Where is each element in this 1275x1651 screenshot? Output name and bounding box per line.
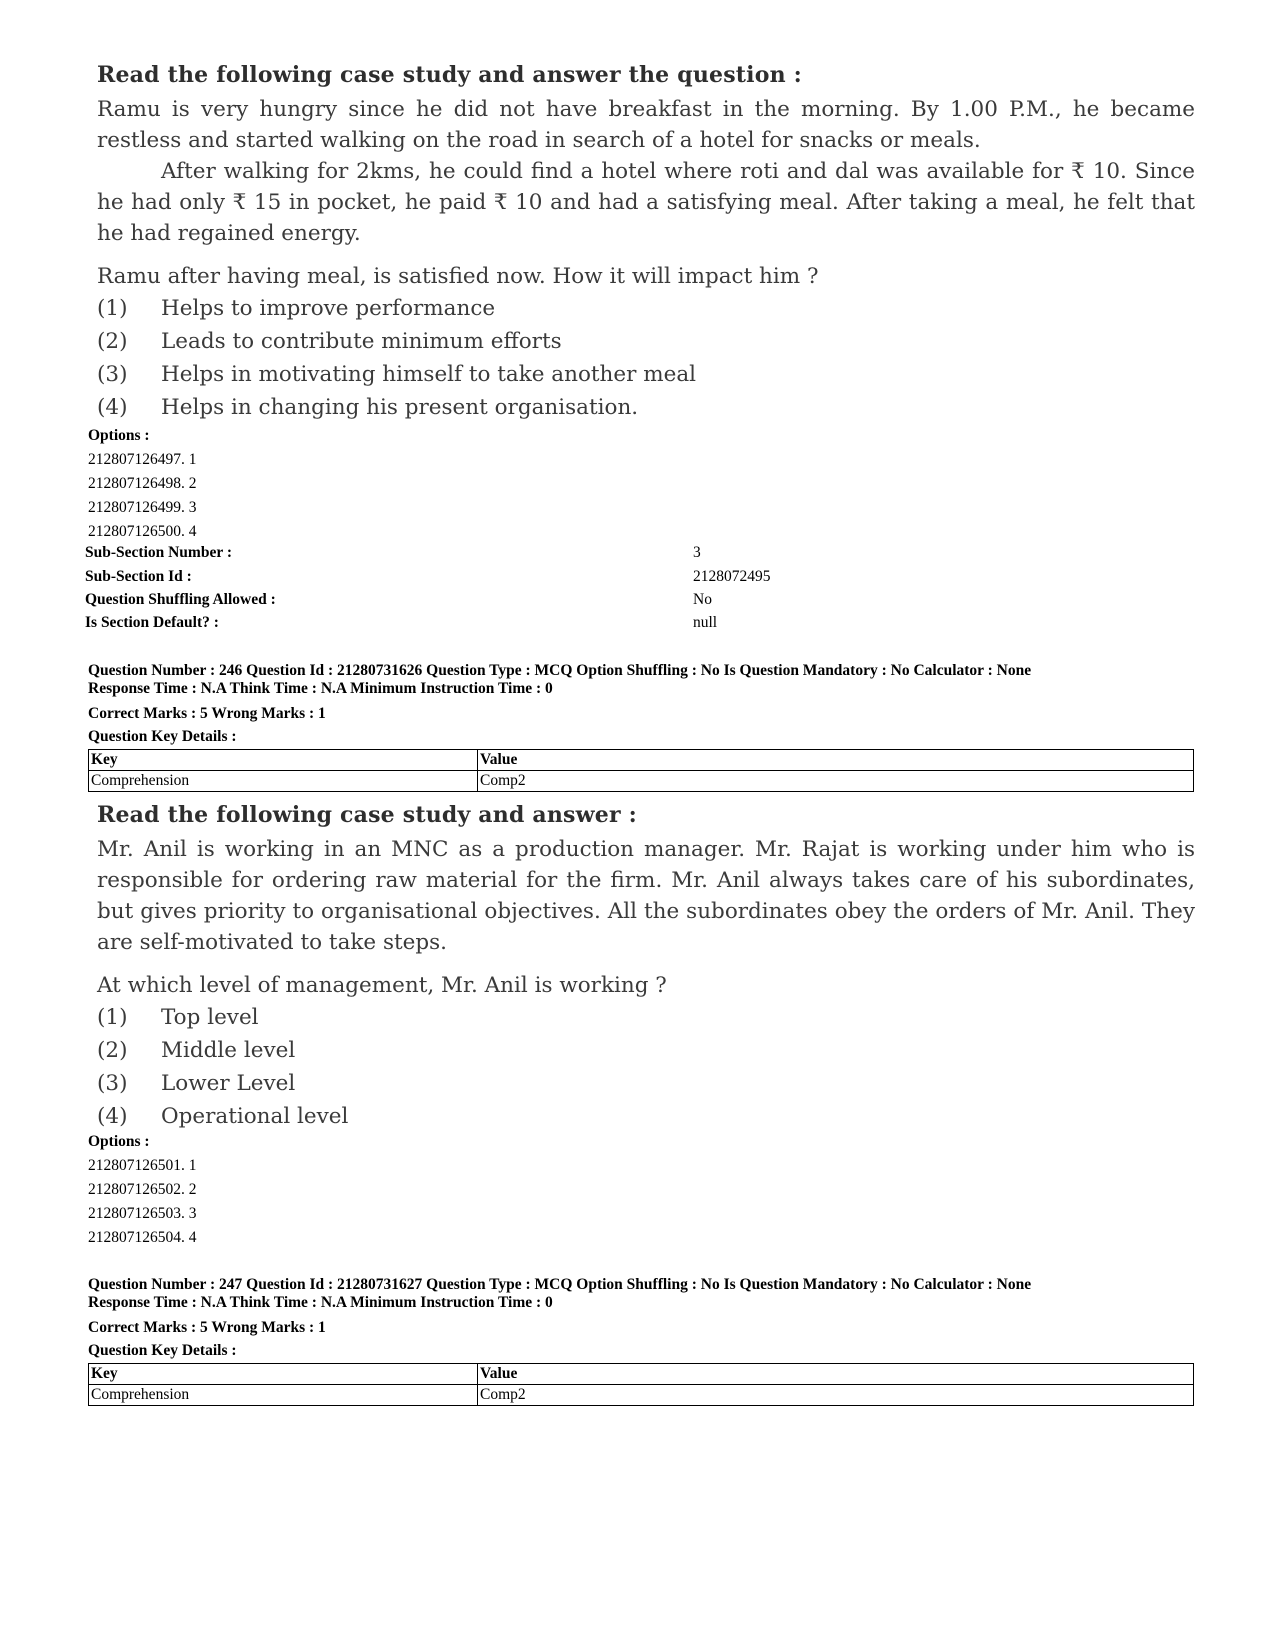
option-text: Top level bbox=[161, 1005, 259, 1030]
question-key-table bbox=[88, 1363, 1194, 1406]
option-number: (1) bbox=[97, 296, 128, 321]
table-header-row bbox=[89, 750, 1194, 771]
option-id: 212807126498. 2 bbox=[88, 475, 197, 492]
case-study-heading: Read the following case study and answer : bbox=[97, 802, 637, 828]
option-text: Operational level bbox=[161, 1104, 349, 1129]
table-header-cell: Key bbox=[89, 750, 478, 771]
question-header-line: Response Time : N.A Think Time : N.A Minimum Instruction Time : 0 bbox=[88, 680, 553, 697]
option-number: (4) bbox=[97, 1104, 128, 1129]
question-247-marks: Correct Marks : 5 Wrong Marks : 1 bbox=[88, 1319, 326, 1336]
table-cell: Comp2 bbox=[478, 771, 1194, 792]
option-id: 212807126501. 1 bbox=[88, 1157, 197, 1174]
option-text: Lower Level bbox=[161, 1071, 296, 1096]
option-text: Helps in motivating himself to take another meal bbox=[161, 362, 697, 387]
answer-option bbox=[97, 1034, 1195, 1067]
question-header-line: Question Number : 247 Question Id : 21280731627 Question Type : MCQ Option Shuffling : No Is Question Mandatory : No Calculator : None bbox=[88, 1276, 1032, 1293]
answer-option bbox=[97, 391, 1195, 424]
question-text: Ramu after having meal, is satisfied now. How it will impact him ? bbox=[97, 264, 819, 289]
table-cell: Comp2 bbox=[478, 1385, 1194, 1406]
question-246-scan bbox=[97, 802, 1195, 1133]
option-id: 212807126500. 4 bbox=[88, 523, 197, 540]
field-value: 2128072495 bbox=[693, 568, 771, 585]
case-study-paragraph: Mr. Anil is working in an MNC as a production manager. Mr. Rajat is working under him who is responsible for ordering raw material for the firm. Mr. Anil always takes care of his subordinates, but gives priority to organisational objectives. All the subordinates obey the orders of Mr. Anil. They are self-motivated to take steps. bbox=[97, 837, 1195, 955]
answer-option bbox=[97, 292, 1195, 325]
table-cell: Comprehension bbox=[89, 1385, 478, 1406]
question-247-header bbox=[88, 1276, 1031, 1312]
options-list bbox=[88, 1130, 197, 1250]
option-number: (2) bbox=[97, 329, 128, 354]
field-value: No bbox=[693, 591, 712, 608]
field-label: Sub-Section Number : bbox=[85, 544, 232, 561]
answer-option bbox=[97, 358, 1195, 391]
option-number: (3) bbox=[97, 362, 128, 387]
question-header-line: Question Number : 246 Question Id : 21280731626 Question Type : MCQ Option Shuffling : No Is Question Mandatory : No Calculator : None bbox=[88, 662, 1032, 679]
option-text: Middle level bbox=[161, 1038, 296, 1063]
question-key-details-label: Question Key Details : bbox=[88, 1342, 237, 1359]
table-header-cell: Value bbox=[478, 1364, 1194, 1385]
option-number: (3) bbox=[97, 1071, 128, 1096]
option-id: 212807126502. 2 bbox=[88, 1181, 197, 1198]
option-number: (1) bbox=[97, 1005, 128, 1030]
answer-option bbox=[97, 1067, 1195, 1100]
field-label: Sub-Section Id : bbox=[85, 568, 192, 585]
options-label: Options : bbox=[88, 427, 150, 444]
case-study-heading: Read the following case study and answer the question : bbox=[97, 62, 802, 88]
table-header-row bbox=[89, 1364, 1194, 1385]
table-row bbox=[89, 771, 1194, 792]
option-id: 212807126504. 4 bbox=[88, 1229, 197, 1246]
option-id: 212807126497. 1 bbox=[88, 451, 197, 468]
table-cell: Comprehension bbox=[89, 771, 478, 792]
field-value: null bbox=[693, 614, 718, 631]
option-text: Leads to contribute minimum efforts bbox=[161, 329, 562, 354]
question-header-line: Response Time : N.A Think Time : N.A Minimum Instruction Time : 0 bbox=[88, 1294, 553, 1311]
field-label: Is Section Default? : bbox=[85, 614, 219, 631]
option-id: 212807126503. 3 bbox=[88, 1205, 197, 1222]
options-list bbox=[88, 424, 197, 544]
table-header-cell: Key bbox=[89, 1364, 478, 1385]
question-246-marks: Correct Marks : 5 Wrong Marks : 1 bbox=[88, 705, 326, 722]
question-key-table bbox=[88, 749, 1194, 792]
answer-option bbox=[97, 1100, 1195, 1133]
option-number: (4) bbox=[97, 395, 128, 420]
answer-option bbox=[97, 1001, 1195, 1034]
option-id: 212807126499. 3 bbox=[88, 499, 197, 516]
option-text: Helps in changing his present organisation. bbox=[161, 395, 639, 420]
table-header-cell: Value bbox=[478, 750, 1194, 771]
question-key-details-label: Question Key Details : bbox=[88, 728, 237, 745]
question-245-scan bbox=[97, 62, 1195, 424]
options-label: Options : bbox=[88, 1133, 150, 1150]
question-text: At which level of management, Mr. Anil is working ? bbox=[97, 973, 667, 998]
case-study-paragraph: After walking for 2kms, he could find a hotel where roti and dal was available for ₹ 10. Since he had only ₹ 15 in pocket, he paid ₹ 10 and had a satisfying meal. After taking a meal, he felt that he had regained energy. bbox=[97, 159, 1195, 246]
table-row bbox=[89, 1385, 1194, 1406]
question-246-header bbox=[88, 662, 1031, 698]
option-number: (2) bbox=[97, 1038, 128, 1063]
answer-option bbox=[97, 325, 1195, 358]
case-study-paragraph: Ramu is very hungry since he did not have breakfast in the morning. By 1.00 P.M., he became restless and started walking on the road in search of a hotel for snacks or meals. bbox=[97, 97, 1195, 153]
field-label: Question Shuffling Allowed : bbox=[85, 591, 276, 608]
option-text: Helps to improve performance bbox=[161, 296, 496, 321]
field-value: 3 bbox=[693, 544, 701, 561]
